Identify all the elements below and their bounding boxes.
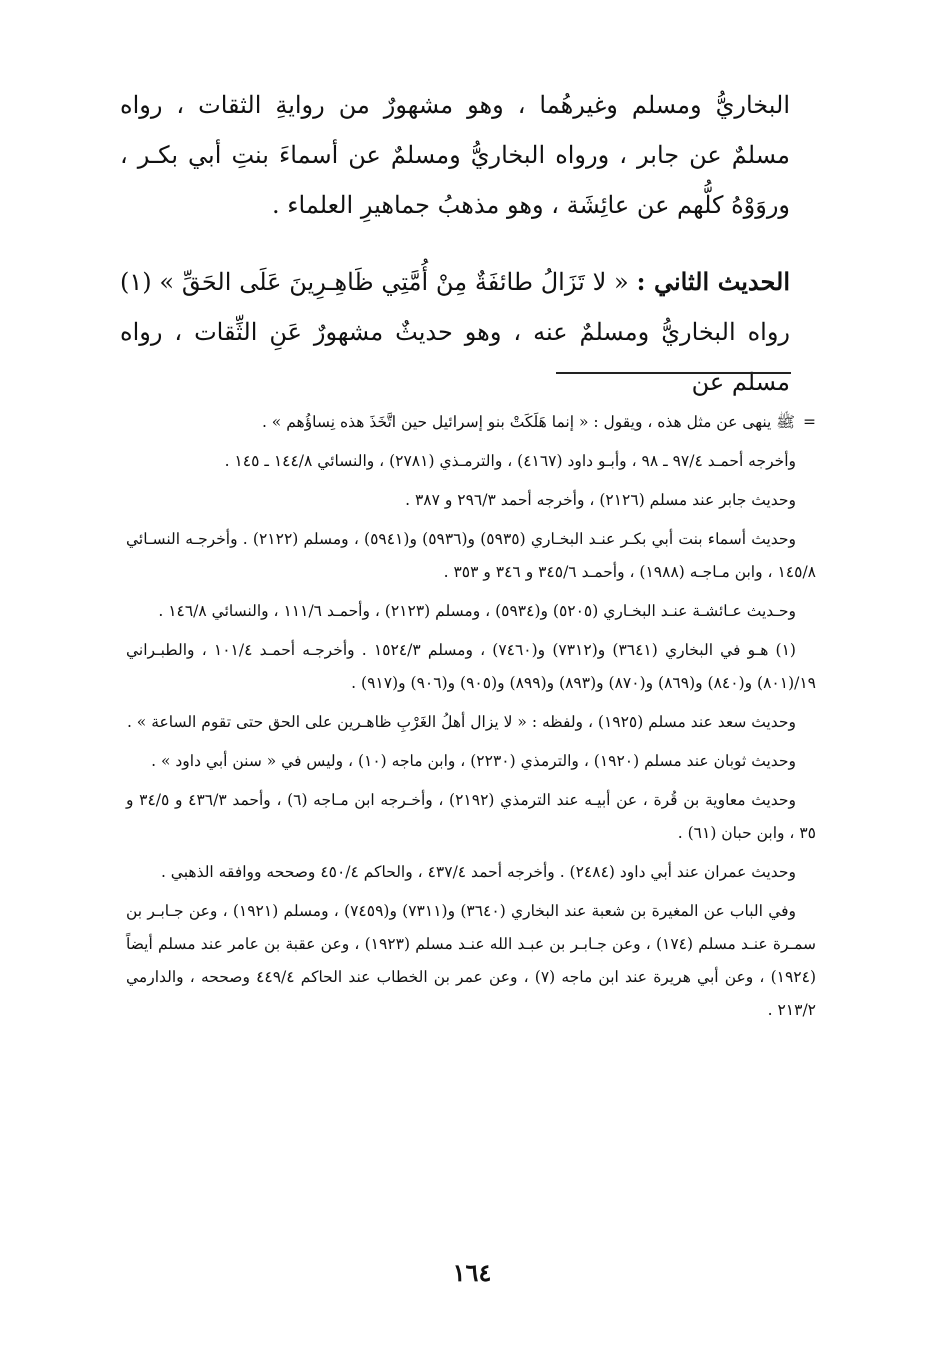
footnote-paragraph: وحـديث عـائشـة عنـد البخـاري (٥٢٠٥) و(٥٩٣٤) ، ومسلم (٢١٢٣) ، وأحمـد ١١١/٦ ، والنسائي ١٤٦/٨ . xyxy=(158,602,796,620)
footnote-continuation xyxy=(126,406,816,439)
footnote-text: ﷺ ينهى عن مثل هذه ، ويقول : « إنما هَلَكَتْ بنو إسرائيل حين اتَّخَذَ هذه نِساؤُهم » . xyxy=(261,413,795,431)
main-text xyxy=(120,80,790,407)
main-paragraph-1: البخاريُّ ومسلم وغيرهُما ، وهو مشهورٌ من روايةِ الثقات ، رواه مسلمٌ عن جابر ، ورواه البخاريُّ ومسلمٌ عن أسماءَ بنتِ أبي بكـر ، وروَوْهُ كلُّهم عن عائِشَة ، وهو مذهبُ جماهيرِ العلماء . xyxy=(120,91,790,219)
footnotes xyxy=(126,406,816,1033)
continuation-marker: = xyxy=(803,413,816,431)
footnote-separator xyxy=(556,372,791,374)
footnote-paragraph: وفي الباب عن المغيرة بن شعبة عند البخاري (٣٦٤٠) و(٧٣١١) و(٧٤٥٩) ، ومسلم (١٩٢١) ، وعن جـابـر بن سمـرة عنـد مسلم (١٧٤) ، وعن جـابـر بن عبـد الله عنـد مسلم (١٩٢٣) ، وعن عقبة بن عامر عند مسلم أيضاً (١٩٢٤) ، وعن أبي هريرة عند ابن ماجه (٧) ، وعن عمر بن الخطاب عند الحاكم ٤٤٩/٤ وصححه ، والدارمي ٢١٣/٢ . xyxy=(126,902,817,1019)
footnote-paragraph: (١) هـو في البخاري (٣٦٤١) و(٧٣١٢) و(٧٤٦٠) ، ومسلم ١٥٢٤/٣ . وأخرجـه أحمـد ١٠١/٤ ، والطبـراني ١٩/(٨٠١) و(٨٤٠) و(٨٦٩) و(٨٧٠) و(٨٩٣) و(٨٩٩) و(٩٠٥) و(٩٠٦) و(٩١٧) . xyxy=(126,641,816,692)
footnote-paragraph: وأخرجه أحمـد ٩٧/٤ ـ ٩٨ ، وأبـو داود (٤١٦٧) ، والترمـذي (٢٧٨١) ، والنسائي ١٤٤/٨ ـ ١٤٥ . xyxy=(224,452,796,470)
footnote-paragraph: وحديث جابر عند مسلم (٢١٢٦) ، وأخرجه أحمد ٢٩٦/٣ و ٣٨٧ . xyxy=(405,491,796,509)
footnote-paragraph: وحديث معاوية بن قُرة ، عن أبيـه عند الترمذي (٢١٩٢) ، وأخـرجه ابن مـاجه (٦) ، وأحمد ٤٣٦/٣ و ٣٤/٥ و ٣٥ ، وابن حبان (٦١) . xyxy=(126,791,816,842)
footnote-paragraph: وحديث عمران عند أبي داود (٢٤٨٤) . وأخرجه أحمد ٤٣٧/٤ ، والحاكم ٤٥٠/٤ وصححه ووافقه الذهبي . xyxy=(160,863,796,881)
hadith-commentary: رواه البخاريُّ ومسلمٌ عنه ، وهو حديثٌ مشهورٌ عَنِ الثِّقات ، رواه مسلم عن xyxy=(120,318,790,396)
hadith-label: الحديث الثاني : xyxy=(636,267,791,296)
footnote-paragraph: وحديث ثوبان عند مسلم (١٩٢٠) ، والترمذي (٢٢٣٠) ، وابن ماجه (١٠) ، وليس في « سنن أبي داود » . xyxy=(151,752,796,770)
hadith-text: « لا تَزَالُ طائفَةٌ مِنْ أُمَّتِي ظَاهِـرِينَ عَلَى الحَقِّ » (١) xyxy=(120,268,629,296)
footnote-paragraph: وحديث أسماء بنت أبي بكـر عنـد البخـاري (٥٩٣٥) و(٥٩٣٦) و(٥٩٤١) ، ومسلم (٢١٢٢) . وأخرجـه النسـائي ١٤٥/٨ ، وابن مـاجـه (١٩٨٨) ، وأحمـد ٣٤٥/٦ و ٣٤٦ و ٣٥٣ . xyxy=(126,530,816,581)
page-number: ١٦٤ xyxy=(452,1258,492,1287)
main-paragraph-2 xyxy=(120,257,790,407)
footnote-paragraph: وحديث سعد عند مسلم (١٩٢٥) ، ولفظه : « لا يزال أهلُ الغَرْبِ ظاهـرين على الحق حتى تقوم الساعة » . xyxy=(126,713,796,731)
